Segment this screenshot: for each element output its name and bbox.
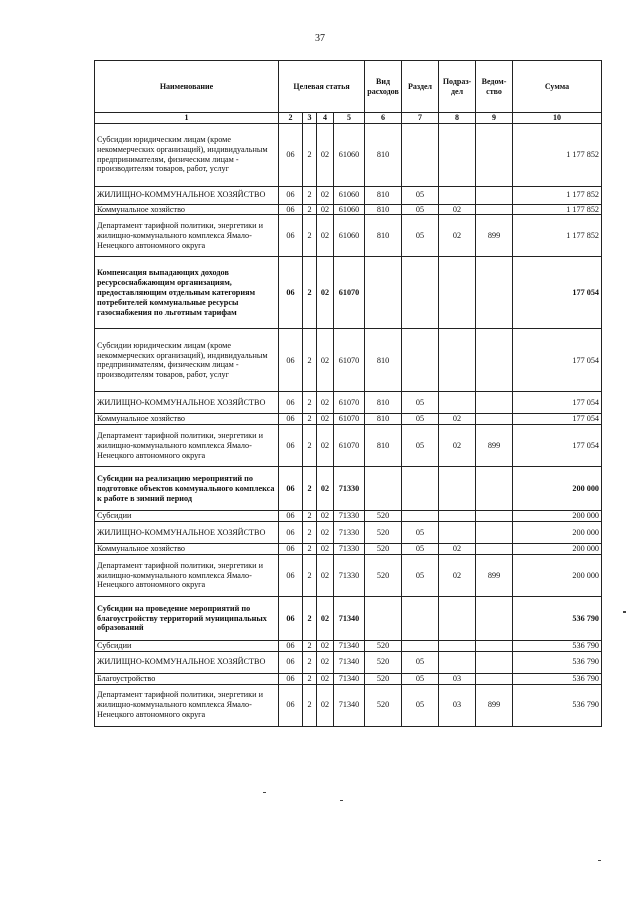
section-cell: 05 (402, 392, 439, 414)
target-code-4: 71330 (334, 467, 365, 511)
target-code-1: 06 (279, 392, 303, 414)
table-row (95, 186, 602, 204)
header-row (95, 61, 602, 113)
target-code-3: 02 (317, 554, 334, 596)
expense-type-cell: 810 (365, 414, 402, 425)
section-cell: 05 (402, 186, 439, 204)
target-code-4: 71330 (334, 511, 365, 522)
target-code-2: 2 (303, 673, 317, 684)
target-code-3: 02 (317, 511, 334, 522)
target-code-4: 61070 (334, 425, 365, 467)
subsection-cell: 02 (439, 425, 476, 467)
row-name: ЖИЛИЩНО-КОММУНАЛЬНОЕ ХОЗЯЙСТВО (95, 651, 279, 673)
target-code-3: 02 (317, 123, 334, 186)
expense-type-cell: 810 (365, 215, 402, 257)
target-code-2: 2 (303, 392, 317, 414)
header-department: Ведом-ство (476, 61, 513, 113)
expense-type-cell (365, 257, 402, 329)
table-row (95, 329, 602, 392)
sum-cell: 1 177 852 (513, 215, 602, 257)
table-row (95, 640, 602, 651)
target-code-4: 71330 (334, 554, 365, 596)
subsection-cell (439, 329, 476, 392)
expense-type-cell (365, 467, 402, 511)
section-cell: 05 (402, 204, 439, 215)
header-sum: Сумма (513, 61, 602, 113)
table-row (95, 651, 602, 673)
target-code-4: 61060 (334, 215, 365, 257)
section-cell (402, 329, 439, 392)
row-name: Компенсация выпадающих доходов ресурсоснабжающим организациям, предоставляющим отдельным категориям потребителей коммунальные ресурсы газоснабжения по льготным тарифам (95, 257, 279, 329)
subsection-cell (439, 467, 476, 511)
column-number: 5 (334, 113, 365, 124)
expense-type-cell: 520 (365, 544, 402, 555)
scan-mark (340, 800, 343, 801)
expense-type-cell: 520 (365, 684, 402, 726)
sum-cell: 200 000 (513, 511, 602, 522)
expense-type-cell: 520 (365, 651, 402, 673)
subsection-cell: 02 (439, 414, 476, 425)
column-number: 7 (402, 113, 439, 124)
target-code-3: 02 (317, 640, 334, 651)
row-name: Коммунальное хозяйство (95, 414, 279, 425)
sum-cell: 177 054 (513, 329, 602, 392)
subsection-cell (439, 257, 476, 329)
column-number: 8 (439, 113, 476, 124)
sum-cell: 1 177 852 (513, 204, 602, 215)
section-cell: 05 (402, 651, 439, 673)
row-name: Субсидии на проведение мероприятий по благоустройству территорий муниципальных образований (95, 596, 279, 640)
section-cell: 05 (402, 554, 439, 596)
section-cell (402, 467, 439, 511)
expense-type-cell: 520 (365, 640, 402, 651)
section-cell: 05 (402, 425, 439, 467)
table-row (95, 204, 602, 215)
target-code-2: 2 (303, 414, 317, 425)
target-code-4: 71340 (334, 673, 365, 684)
section-cell (402, 257, 439, 329)
target-code-1: 06 (279, 640, 303, 651)
department-cell (476, 640, 513, 651)
target-code-2: 2 (303, 640, 317, 651)
expense-type-cell: 810 (365, 123, 402, 186)
target-code-4: 71330 (334, 544, 365, 555)
department-cell (476, 467, 513, 511)
target-code-2: 2 (303, 329, 317, 392)
row-name: Субсидии (95, 511, 279, 522)
row-name: Коммунальное хозяйство (95, 204, 279, 215)
target-code-1: 06 (279, 684, 303, 726)
table-row (95, 684, 602, 726)
target-code-1: 06 (279, 425, 303, 467)
target-code-3: 02 (317, 392, 334, 414)
header-subsection: Подраз-дел (439, 61, 476, 113)
sum-cell: 177 054 (513, 414, 602, 425)
department-cell (476, 392, 513, 414)
target-code-1: 06 (279, 204, 303, 215)
header-target: Целевая статья (279, 61, 365, 113)
table-row (95, 544, 602, 555)
target-code-3: 02 (317, 596, 334, 640)
department-cell (476, 204, 513, 215)
column-number: 9 (476, 113, 513, 124)
target-code-3: 02 (317, 215, 334, 257)
sum-cell: 536 790 (513, 596, 602, 640)
target-code-3: 02 (317, 204, 334, 215)
section-cell (402, 640, 439, 651)
row-name: Департамент тарифной политики, энергетики и жилищно-коммунального комплекса Ямало-Ненецкого автономного округа (95, 554, 279, 596)
subsection-cell (439, 123, 476, 186)
department-cell (476, 673, 513, 684)
table-row (95, 467, 602, 511)
column-number: 2 (279, 113, 303, 124)
row-name: Департамент тарифной политики, энергетики и жилищно-коммунального комплекса Ямало-Ненецкого автономного округа (95, 425, 279, 467)
target-code-3: 02 (317, 467, 334, 511)
expense-type-cell: 810 (365, 392, 402, 414)
sum-cell: 1 177 852 (513, 186, 602, 204)
sum-cell: 1 177 852 (513, 123, 602, 186)
sum-cell: 536 790 (513, 640, 602, 651)
target-code-2: 2 (303, 215, 317, 257)
subsection-cell (439, 511, 476, 522)
target-code-1: 06 (279, 522, 303, 544)
target-code-1: 06 (279, 467, 303, 511)
target-code-2: 2 (303, 425, 317, 467)
target-code-1: 06 (279, 123, 303, 186)
column-number: 10 (513, 113, 602, 124)
subsection-cell (439, 596, 476, 640)
department-cell: 899 (476, 684, 513, 726)
table-row (95, 596, 602, 640)
expense-type-cell (365, 596, 402, 640)
table-row (95, 511, 602, 522)
expense-type-cell: 520 (365, 522, 402, 544)
target-code-1: 06 (279, 257, 303, 329)
row-name: Коммунальное хозяйство (95, 544, 279, 555)
target-code-2: 2 (303, 511, 317, 522)
row-name: Субсидии юридическим лицам (кроме некоммерческих организаций), индивидуальным предпринимателям, физическим лицам - производителям товаров, работ, услуг (95, 123, 279, 186)
section-cell (402, 123, 439, 186)
scan-mark (263, 792, 266, 793)
column-number: 3 (303, 113, 317, 124)
subsection-cell (439, 651, 476, 673)
target-code-2: 2 (303, 522, 317, 544)
sum-cell: 200 000 (513, 554, 602, 596)
target-code-1: 06 (279, 596, 303, 640)
target-code-1: 06 (279, 215, 303, 257)
target-code-3: 02 (317, 673, 334, 684)
expense-type-cell: 810 (365, 186, 402, 204)
sum-cell: 536 790 (513, 673, 602, 684)
scan-mark (623, 611, 626, 613)
subsection-cell: 02 (439, 204, 476, 215)
target-code-3: 02 (317, 522, 334, 544)
target-code-4: 61070 (334, 414, 365, 425)
subsection-cell (439, 640, 476, 651)
target-code-2: 2 (303, 204, 317, 215)
subsection-cell: 03 (439, 684, 476, 726)
row-name: ЖИЛИЩНО-КОММУНАЛЬНОЕ ХОЗЯЙСТВО (95, 392, 279, 414)
target-code-3: 02 (317, 684, 334, 726)
target-code-1: 06 (279, 414, 303, 425)
target-code-1: 06 (279, 511, 303, 522)
section-cell (402, 511, 439, 522)
table-row (95, 123, 602, 186)
sum-cell: 200 000 (513, 467, 602, 511)
department-cell (476, 511, 513, 522)
department-cell (476, 186, 513, 204)
table-row (95, 673, 602, 684)
target-code-3: 02 (317, 329, 334, 392)
expense-type-cell: 810 (365, 204, 402, 215)
column-number: 6 (365, 113, 402, 124)
target-code-3: 02 (317, 186, 334, 204)
expense-type-cell: 520 (365, 554, 402, 596)
target-code-2: 2 (303, 684, 317, 726)
section-cell: 05 (402, 673, 439, 684)
row-name: ЖИЛИЩНО-КОММУНАЛЬНОЕ ХОЗЯЙСТВО (95, 522, 279, 544)
department-cell (476, 522, 513, 544)
sum-cell: 536 790 (513, 684, 602, 726)
subsection-cell (439, 186, 476, 204)
department-cell (476, 544, 513, 555)
target-code-4: 61070 (334, 329, 365, 392)
table-row (95, 425, 602, 467)
sum-cell: 177 054 (513, 392, 602, 414)
sum-cell: 177 054 (513, 257, 602, 329)
target-code-2: 2 (303, 123, 317, 186)
target-code-3: 02 (317, 257, 334, 329)
subsection-cell (439, 522, 476, 544)
table-row (95, 215, 602, 257)
scan-mark (598, 860, 601, 861)
target-code-4: 71340 (334, 640, 365, 651)
header-expense-type: Вид расходов (365, 61, 402, 113)
column-number: 4 (317, 113, 334, 124)
target-code-4: 71340 (334, 684, 365, 726)
row-name: Департамент тарифной политики, энергетики и жилищно-коммунального комплекса Ямало-Ненецкого автономного округа (95, 215, 279, 257)
target-code-2: 2 (303, 596, 317, 640)
sum-cell: 177 054 (513, 425, 602, 467)
table-row (95, 522, 602, 544)
row-name: Субсидии на реализацию мероприятий по подготовке объектов коммунального комплекса к работе в зимний период (95, 467, 279, 511)
department-cell (476, 651, 513, 673)
department-cell (476, 414, 513, 425)
target-code-2: 2 (303, 186, 317, 204)
department-cell: 899 (476, 425, 513, 467)
target-code-4: 61060 (334, 123, 365, 186)
table-row (95, 414, 602, 425)
section-cell: 05 (402, 414, 439, 425)
page-number: 37 (315, 33, 325, 44)
expense-type-cell: 520 (365, 511, 402, 522)
subsection-cell: 02 (439, 554, 476, 596)
target-code-4: 61060 (334, 186, 365, 204)
target-code-4: 71340 (334, 651, 365, 673)
department-cell: 899 (476, 215, 513, 257)
table-row (95, 257, 602, 329)
target-code-2: 2 (303, 544, 317, 555)
target-code-4: 71330 (334, 522, 365, 544)
expense-type-cell: 520 (365, 673, 402, 684)
target-code-4: 61070 (334, 392, 365, 414)
target-code-1: 06 (279, 544, 303, 555)
target-code-3: 02 (317, 651, 334, 673)
table-row (95, 392, 602, 414)
department-cell: 899 (476, 554, 513, 596)
table-row (95, 554, 602, 596)
department-cell (476, 123, 513, 186)
budget-table (94, 60, 602, 727)
target-code-1: 06 (279, 329, 303, 392)
section-cell: 05 (402, 522, 439, 544)
section-cell: 05 (402, 215, 439, 257)
row-name: Департамент тарифной политики, энергетики и жилищно-коммунального комплекса Ямало-Ненецкого автономного округа (95, 684, 279, 726)
sum-cell: 200 000 (513, 522, 602, 544)
target-code-4: 61070 (334, 257, 365, 329)
section-cell: 05 (402, 544, 439, 555)
row-name: ЖИЛИЩНО-КОММУНАЛЬНОЕ ХОЗЯЙСТВО (95, 186, 279, 204)
target-code-3: 02 (317, 414, 334, 425)
target-code-2: 2 (303, 651, 317, 673)
header-section: Раздел (402, 61, 439, 113)
sum-cell: 200 000 (513, 544, 602, 555)
target-code-2: 2 (303, 257, 317, 329)
subsection-cell: 02 (439, 215, 476, 257)
sum-cell: 536 790 (513, 651, 602, 673)
target-code-2: 2 (303, 467, 317, 511)
expense-type-cell: 810 (365, 329, 402, 392)
target-code-1: 06 (279, 651, 303, 673)
row-name: Субсидии юридическим лицам (кроме некоммерческих организаций), индивидуальным предпринимателям, физическим лицам - производителям товаров, работ, услуг (95, 329, 279, 392)
subsection-cell: 03 (439, 673, 476, 684)
row-name: Субсидии (95, 640, 279, 651)
subsection-cell: 02 (439, 544, 476, 555)
section-cell (402, 596, 439, 640)
subsection-cell (439, 392, 476, 414)
row-name: Благоустройство (95, 673, 279, 684)
target-code-3: 02 (317, 544, 334, 555)
column-number: 1 (95, 113, 279, 124)
expense-type-cell: 810 (365, 425, 402, 467)
target-code-4: 71340 (334, 596, 365, 640)
target-code-4: 61060 (334, 204, 365, 215)
department-cell (476, 257, 513, 329)
department-cell (476, 329, 513, 392)
target-code-1: 06 (279, 554, 303, 596)
target-code-3: 02 (317, 425, 334, 467)
column-number-row (95, 113, 602, 124)
target-code-1: 06 (279, 673, 303, 684)
department-cell (476, 596, 513, 640)
target-code-2: 2 (303, 554, 317, 596)
section-cell: 05 (402, 684, 439, 726)
target-code-1: 06 (279, 186, 303, 204)
header-name: Наименование (95, 61, 279, 113)
